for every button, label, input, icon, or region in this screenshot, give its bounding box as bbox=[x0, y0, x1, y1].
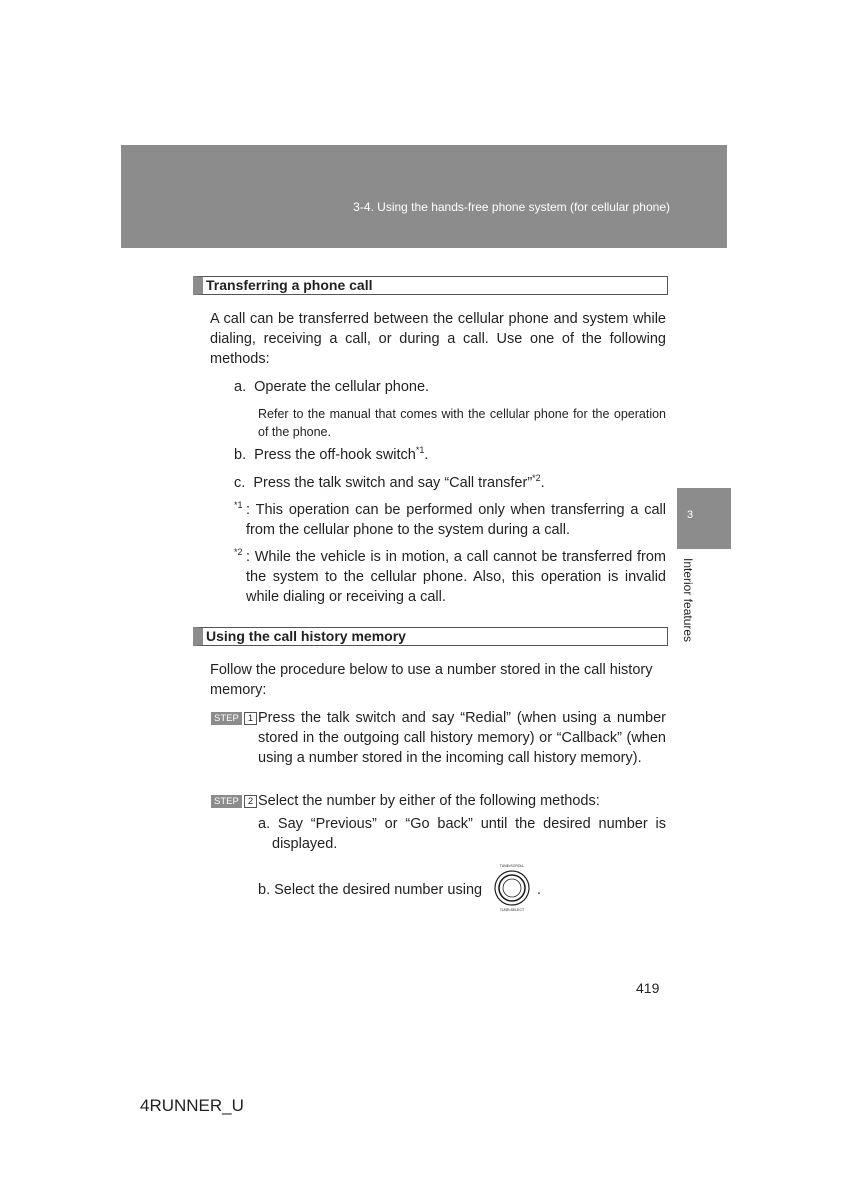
step-2-option-b-end: . bbox=[537, 882, 542, 898]
transfer-item-c: c. Press the talk switch and say “Call transfer”$^{*2}$. bbox=[234, 473, 545, 491]
transfer-item-a-note: Refer to the manual that comes with the cellular phone for the operation of the phone. bbox=[258, 407, 666, 439]
transfer-intro: A call can be transferred between the cellular phone and system while dialing, receiving a call, or during a call. Use one of the following methods: bbox=[210, 311, 666, 367]
step-2-option-a: a. Say “Previous” or “Go back” until the desired number is displayed. bbox=[258, 816, 666, 852]
page-number: 419 bbox=[636, 980, 660, 996]
tune-select-knob-icon bbox=[491, 862, 533, 912]
footnote-2: : While the vehicle is in motion, a call cannot be transferred from the system to the cellular phone. Also, this operation is invalid while dialing or receiving a call. bbox=[246, 549, 666, 605]
step-1-badge: STEP 1 bbox=[211, 712, 257, 725]
chapter-header-band bbox=[121, 145, 727, 248]
section-heading-call-history: Using the call history memory bbox=[193, 627, 668, 646]
chapter-tab-number: 3 bbox=[687, 509, 694, 521]
chapter-title: 3-4. Using the hands-free phone system (for cellular phone) bbox=[353, 200, 670, 214]
footnote-1-mark: *1 bbox=[234, 500, 243, 510]
step-2-option-b: b. Select the desired number using bbox=[258, 882, 483, 898]
transfer-item-a: a. Operate the cellular phone. bbox=[234, 379, 430, 395]
chapter-tab bbox=[677, 488, 731, 549]
section-heading-transfer: Transferring a phone call bbox=[193, 276, 668, 295]
transfer-item-b: b. Press the off-hook switch$^{*1}$. bbox=[234, 445, 429, 463]
footnote-1: : This operation can be performed only when transferring a call from the cellular phone to the system during a call. bbox=[246, 502, 666, 538]
svg-text:TUNE•SELECT: TUNE•SELECT bbox=[499, 908, 525, 912]
svg-text:TUNE•SCROLL: TUNE•SCROLL bbox=[499, 864, 525, 868]
step-2-badge: STEP 2 bbox=[211, 795, 257, 808]
step-1-text: Press the talk switch and say “Redial” (when using a number stored in the outgoing call history memory) or “Callback” (when using a number stored in the incoming call history memory). bbox=[258, 710, 666, 766]
call-history-intro: Follow the procedure below to use a number stored in the call history memory: bbox=[210, 662, 653, 698]
footnote-2-mark: *2 bbox=[234, 547, 243, 557]
chapter-tab-label: Interior features bbox=[681, 558, 695, 643]
footer-model: 4RUNNER_U bbox=[140, 1096, 244, 1115]
step-2-text: Select the number by either of the following methods: bbox=[258, 793, 600, 809]
